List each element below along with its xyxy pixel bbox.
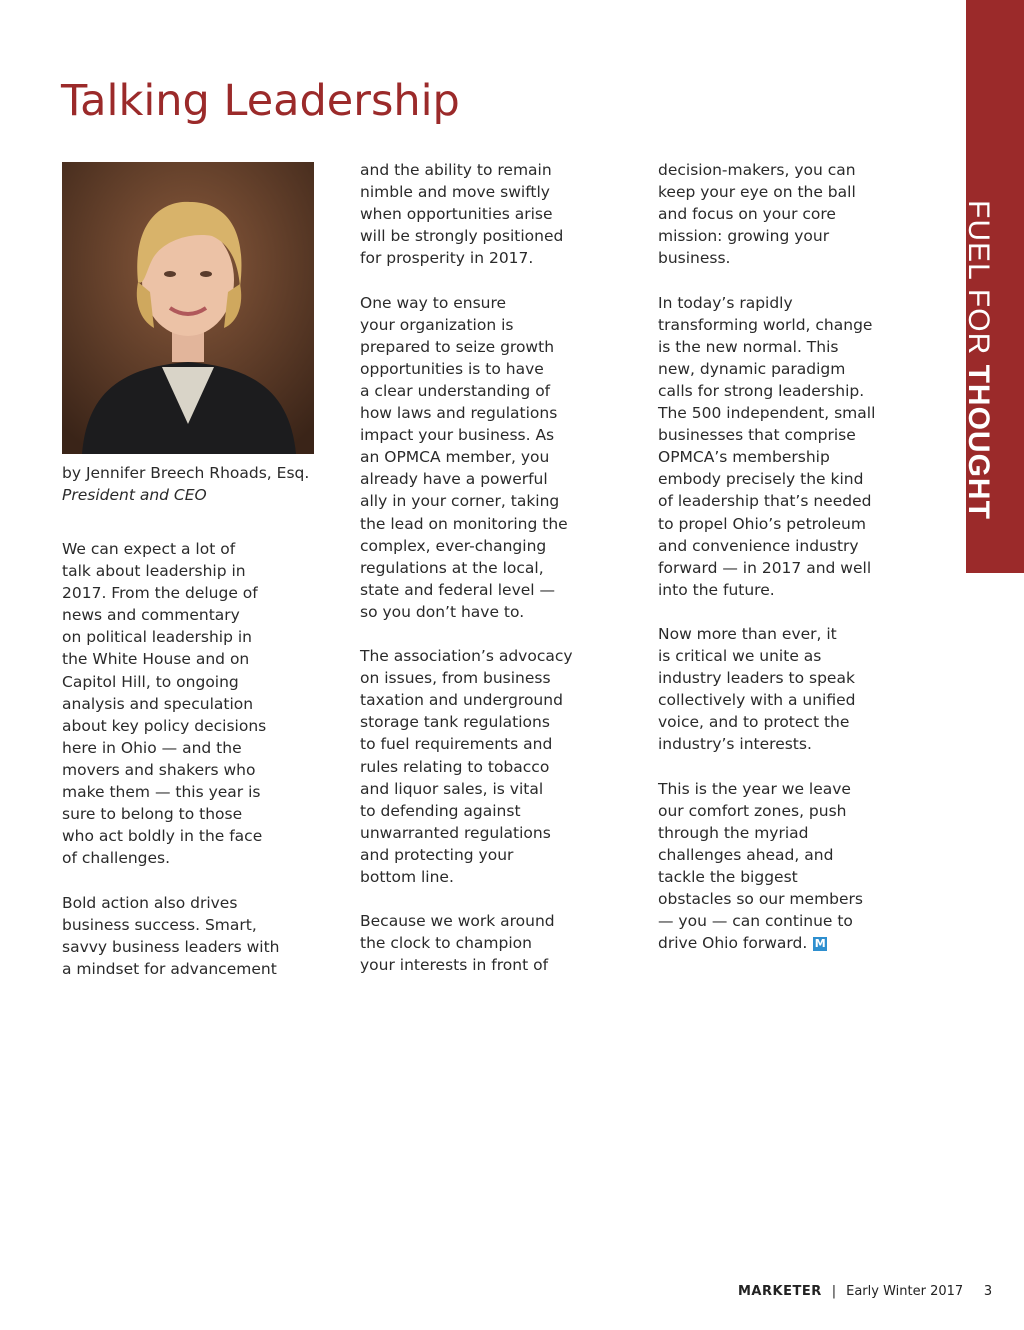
- footer-separator: |: [831, 1284, 837, 1299]
- section-tab-label: [961, 200, 995, 520]
- page-footer: [738, 1284, 992, 1299]
- paragraph: The association’s advocacy on issues, from business taxation and underground storage tank regulations to fuel requirements and rules relating to tobacco and liquor sales, is vital to defending against unwarranted regulations and protecting your bottom line.: [360, 647, 573, 886]
- article-column-1: [62, 538, 279, 1002]
- paragraph: In today’s rapidly transforming world, change is the new normal. This new, dynamic paradigm calls for strong leadership. The 500 independent, small businesses that comprise OPMCA’s membership embody precisely the kind of leadership that’s needed to propel Ohio’s petroleum and convenience industry forward — in 2017 and well into the future.: [658, 293, 876, 599]
- paragraph: and the ability to remain nimble and move swiftly when opportunities arise will be strongly positioned for prosperity in 2017.: [360, 161, 564, 268]
- article-column-3: [658, 159, 875, 976]
- end-mark-icon: M: [814, 936, 826, 950]
- last-paragraph: [658, 778, 875, 955]
- page-title: Talking Leadership: [61, 76, 460, 126]
- author-name: by Jennifer Breech Rhoads, Esq.: [62, 464, 310, 482]
- issue-label: Early Winter 2017: [846, 1284, 964, 1299]
- paragraph: Now more than ever, it is critical we unite as industry leaders to speak collectively with a unified voice, and to protect the industry’s interests.: [658, 624, 856, 754]
- section-tab-light: FUEL FOR: [962, 200, 995, 365]
- article-column-2: [360, 159, 573, 999]
- page-number: 3: [983, 1284, 993, 1299]
- paragraph: We can expect a lot of talk about leadership in 2017. From the deluge of news and commentary on political leadership in the White House and on Capitol Hill, to ongoing analysis and speculation about key policy decisions here in Ohio — and the movers and shakers who make them — this year is sure to belong to those who act boldly in the face of challenges.: [62, 540, 267, 868]
- magazine-logo: MARKETER: [738, 1284, 822, 1299]
- paragraph-text: This is the year we leave our comfort zones, push through the myriad challenges ahead, and tackle the biggest obstacles so our members — you — can continue to drive Ohio forward.: [658, 779, 863, 953]
- author-portrait-illustration: [62, 162, 314, 454]
- author-photo: [62, 162, 314, 454]
- section-tab-bold: THOUGHT: [962, 364, 995, 520]
- paragraph: Because we work around the clock to champion your interests in front of: [360, 912, 555, 975]
- byline: [62, 462, 309, 506]
- paragraph: decision-makers, you can keep your eye on the ball and focus on your core mission: growing your business.: [658, 161, 856, 268]
- paragraph: Bold action also drives business success. Smart, savvy business leaders with a mindset for advancement: [62, 893, 280, 978]
- paragraph: One way to ensure your organization is prepared to seize growth opportunities is to have a clear understanding of how laws and regulations impact your business. As an OPMCA member, you already have a powerful ally in your corner, taking the lead on monitoring the complex, ever-changing regulations at the local, state and federal level — so you don’t have to.: [360, 293, 568, 621]
- author-role: President and CEO: [62, 486, 207, 504]
